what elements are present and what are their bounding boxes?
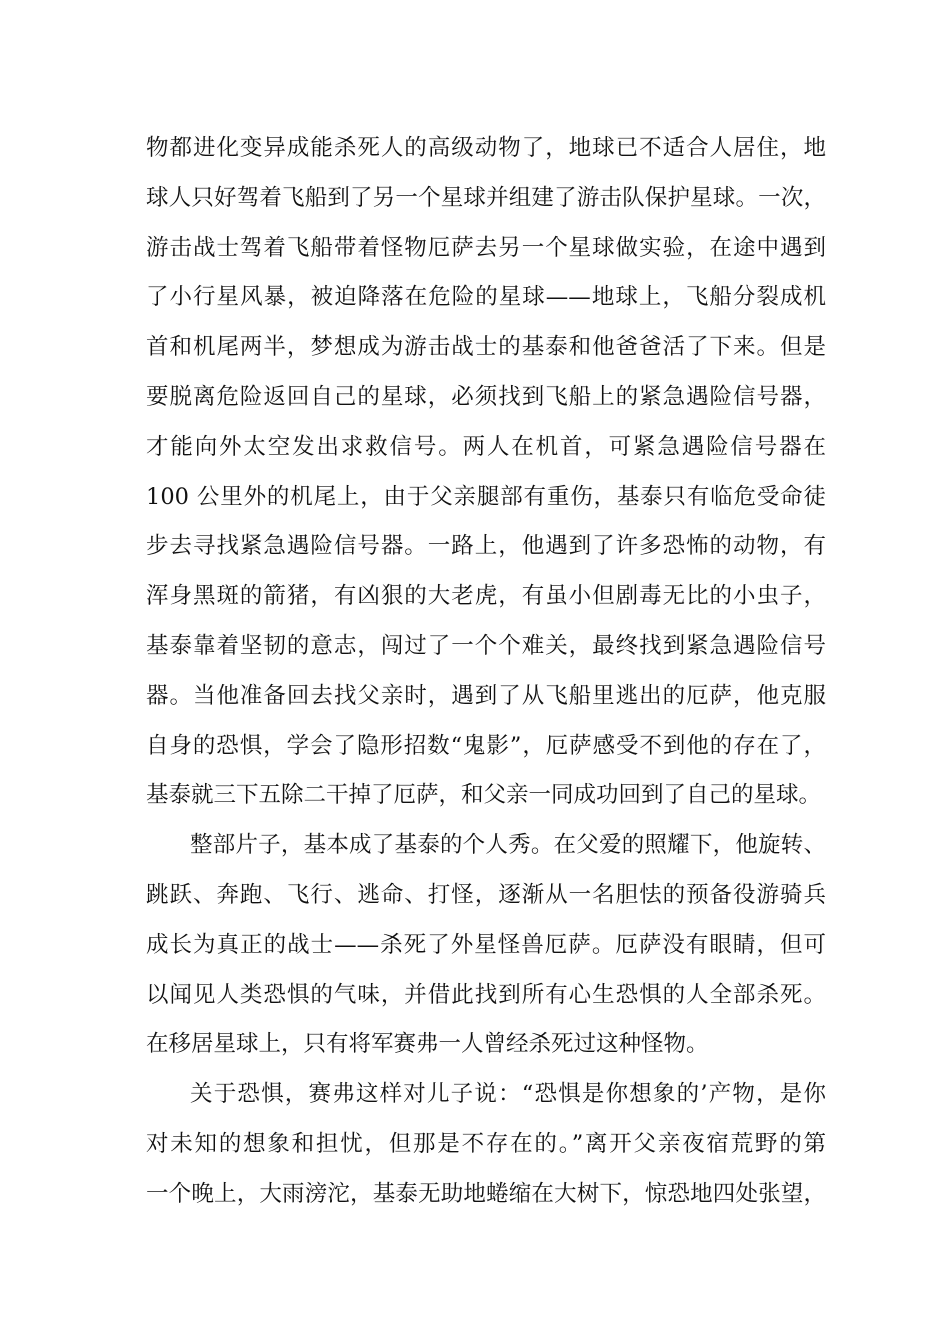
text-line: 一个晚上，大雨滂沱，基泰无助地蜷缩在大树下，惊恐地四处张望，: [146, 1180, 826, 1207]
text-line: 物都进化变异成能杀死人的高级动物了，地球已不适合人居住，地: [146, 135, 826, 161]
text-line: 基泰就三下五除二干掉了厄萨，和父亲一同成功回到了自己的星球。: [146, 782, 822, 809]
text-line: 自身的恐惧，学会了隐形招数“鬼影”，厄萨感受不到他的存在了，: [146, 732, 826, 759]
text-line: 首和机尾两半，梦想成为游击战士的基泰和他爸爸活了下来。但是: [146, 334, 826, 361]
text-line: 球人只好驾着飞船到了另一个星球并组建了游击队保护星球。一次，: [146, 184, 826, 211]
text-line: 跳跃、奔跑、飞行、逃命、打怪，逐渐从一名胆怯的预备役游骑兵: [146, 882, 826, 908]
text-line: 在移居星球上，只有将军赛弗一人曾经杀死过这种怪物。: [146, 1031, 709, 1058]
text-line: 基泰靠着坚韧的意志，闯过了一个个难关，最终找到紧急遇险信号: [146, 633, 826, 659]
text-line: 步去寻找紧急遇险信号器。一路上，他遇到了许多恐怖的动物，有: [146, 533, 826, 560]
text-line: 以闻见人类恐惧的气味，并借此找到所有心生恐惧的人全部杀死。: [146, 981, 826, 1008]
text-line: 才能向外太空发出求救信号。两人在机首，可紧急遇险信号器在: [146, 433, 826, 460]
text-line: 对未知的想象和担忧，但那是不存在的。”离开父亲夜宿荒野的第: [146, 1131, 826, 1157]
text-line: 要脱离危险返回自己的星球，必须找到飞船上的紧急遇险信号器，: [146, 384, 826, 410]
text-line: 器。当他准备回去找父亲时，遇到了从飞船里逃出的厄萨，他克服: [146, 682, 826, 709]
text-line: 成长为真正的战士——杀死了外星怪兽厄萨。厄萨没有眼睛，但可: [146, 931, 826, 958]
text-line: 整部片子，基本成了基泰的个人秀。在父爱的照耀下，他旋转、: [190, 832, 826, 859]
text-line: 100 公里外的机尾上，由于父亲腿部有重伤，基泰只有临危受命徒: [146, 483, 826, 510]
text-line: 游击战士驾着飞船带着怪物厄萨去另一个星球做实验，在途中遇到: [146, 234, 826, 261]
text-line: 浑身黑斑的箭猪，有凶狠的大老虎，有虽小但剧毒无比的小虫子，: [146, 583, 826, 610]
text-line: 关于恐惧，赛弗这样对儿子说：“恐惧是你想象的’产物，是你: [190, 1081, 826, 1108]
text-line: 了小行星风暴，被迫降落在危险的星球——地球上，飞船分裂成机: [146, 284, 826, 311]
